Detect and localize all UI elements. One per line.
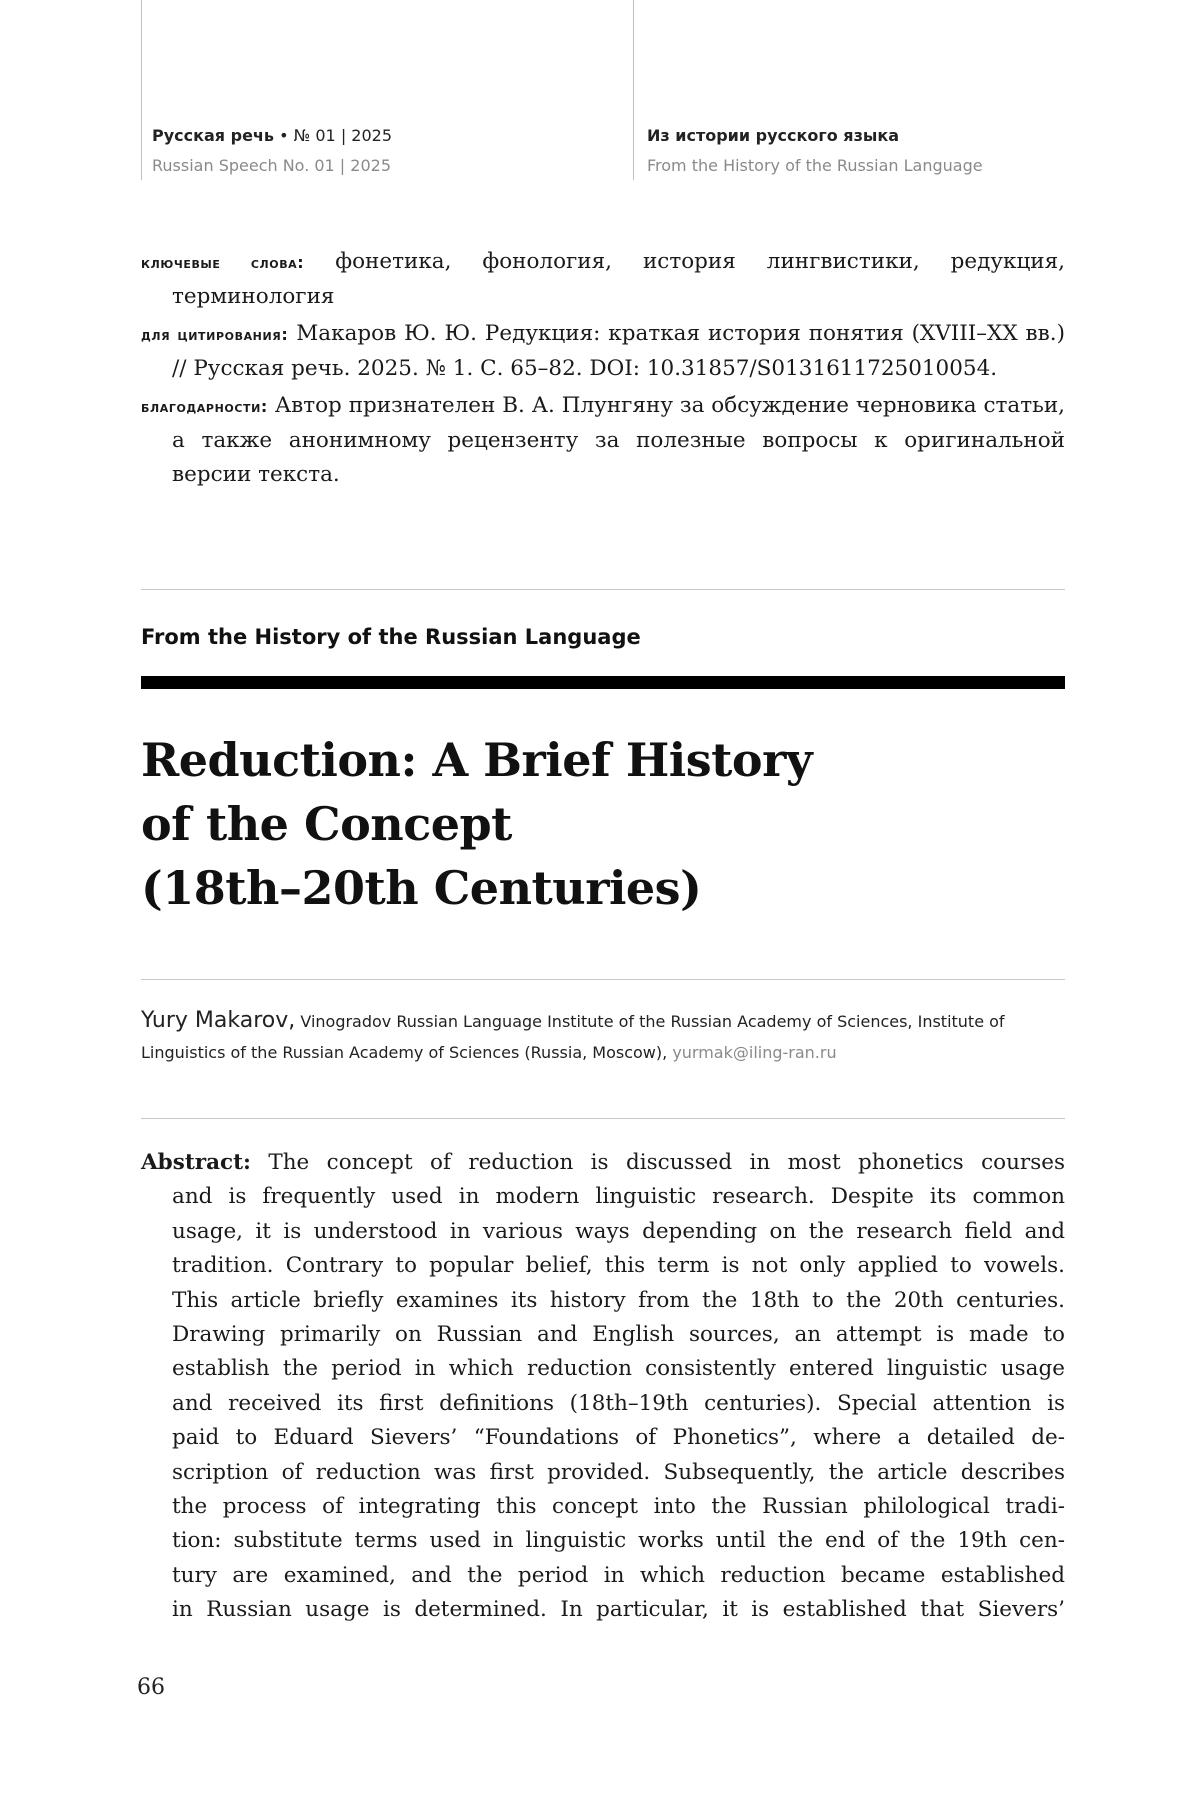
abstract-line: establish the period in which reduction consistently entered linguistic usage (172, 1356, 1065, 1382)
title-line: Reduction: A Brief History (141, 733, 813, 787)
author-affiliation: Vinogradov Russian Language Institute of the Russian Academy of Sciences, Institute of Linguistics of the Russian Academy of Sciences (Russia, Moscow), (141, 1012, 1005, 1062)
title-line: of the Concept (141, 797, 512, 851)
abstract-line: tion: substitute terms used in linguistic works until the end of the 19th cen- (172, 1528, 1065, 1554)
journal-line-en: Russian Speech No. 01 | 2025 (152, 156, 391, 175)
abstract-line: tradition. Contrary to popular belief, this term is not only applied to vowels. (172, 1253, 1065, 1279)
running-header-right (647, 125, 983, 177)
journal-name: Русская речь (152, 126, 275, 145)
abstract-line: in Russian usage is determined. In particular, it is established that Sievers’ (172, 1597, 1065, 1623)
keywords-label: ключевые слова: (141, 253, 305, 272)
abstract (141, 1146, 1065, 1628)
abstract-line: and received its first definitions (18th–19th centuries). Special attention is (172, 1390, 1065, 1416)
divider-author-top (141, 979, 1065, 980)
abstract-line: and is frequently used in modern linguistic research. Despite its common (172, 1184, 1065, 1210)
abstract-line: paid to Eduard Sievers’ “Foundations of Phonetics”, where a detailed de- (172, 1425, 1065, 1451)
rubric-ru: Из истории русского языка (647, 126, 899, 145)
author-email[interactable]: yurmak@iling-ran.ru (672, 1043, 837, 1062)
acknowledgements-label: благодарности: (141, 397, 268, 416)
running-header-left (152, 125, 392, 177)
acknowledgements-text: Автор признателен В. А. Плунгяну за обсуждение черновика статьи, а также анонимному рецензенту за полезные вопросы к оригинальной версии текста. (172, 393, 1065, 487)
citation (141, 317, 1065, 386)
header-divider-right (633, 0, 634, 180)
header-divider-left (141, 0, 142, 180)
rubric-en: From the History of the Russian Language (647, 156, 983, 175)
divider-top (141, 589, 1065, 590)
acknowledgements (141, 389, 1065, 492)
journal-line (152, 125, 392, 147)
abstract-line: the process of integrating this concept into the Russian philological tradi- (172, 1494, 1065, 1520)
abstract-line: Abstract: The concept of reduction is discussed in most phonetics courses (141, 1150, 1065, 1175)
abstract-line: usage, it is understood in various ways depending on the research field and (172, 1218, 1065, 1244)
section-title: From the History of the Russian Language (141, 625, 641, 649)
abstract-line: Drawing primarily on Russian and English sources, an attempt is made to (172, 1322, 1065, 1348)
article-metadata (141, 245, 1065, 495)
divider-author-bottom (141, 1118, 1065, 1119)
page-number: 66 (137, 1675, 165, 1700)
title-bar (141, 676, 1065, 689)
abstract-line: tury are examined, and the period in which reduction became established (172, 1562, 1065, 1588)
author-info (141, 1005, 1065, 1068)
keywords (141, 245, 1065, 314)
title-line: (18th–20th Centuries) (141, 861, 702, 915)
abstract-line: This article briefly examines its history from the 18th to the 20th centuries. (172, 1287, 1065, 1313)
citation-text: Макаров Ю. Ю. Редукция: краткая история понятия (XVIII–XX вв.) // Русская речь. 2025. № 1. С. 65–82. DOI: 10.31857/S0131611725010054. (172, 321, 1065, 381)
author-name: Yury Makarov, (141, 1008, 296, 1033)
citation-label: для цитирования: (141, 325, 289, 344)
journal-issue: • № 01 | 2025 (274, 126, 393, 145)
abstract-label: Abstract: (141, 1150, 251, 1175)
article-title (141, 728, 1021, 920)
abstract-line: scription of reduction was first provided. Subsequently, the article describes (172, 1459, 1065, 1485)
keywords-text: фонетика, фонология, история лингвистики, редукция, терминология (172, 249, 1065, 309)
